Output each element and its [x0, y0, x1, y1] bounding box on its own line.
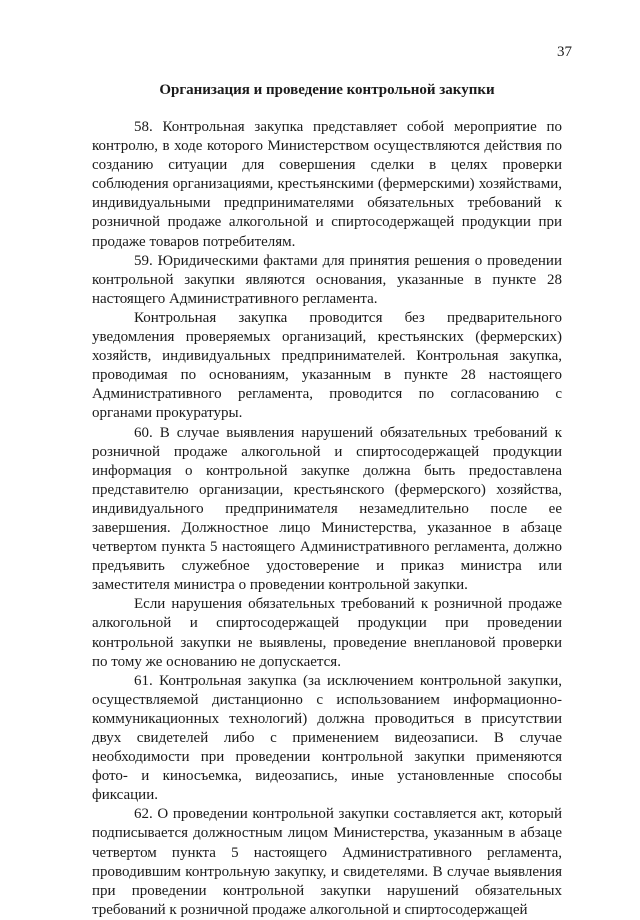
paragraph-59-continuation: Контрольная закупка проводится без предварительного уведомления проверяемых организаций, крестьянских (фермерских) хозяйств, индивидуальных предпринимателей. Контрольная закупка, проводимая по основаниям, указанным в пункте 28 настоящего Административного регламента, проводится по согласованию с органами прокуратуры. [92, 309, 562, 422]
paragraph-60: 60. В случае выявления нарушений обязательных требований к розничной продаже алкогольной и спиртосодержащей продукции информация о контрольной закупке должна быть предоставлена представителю организации, крестьянского (фермерского) хозяйства, индивидуального предпринимателя незамедлительно после ее завершения. Должностное лицо Министерства, указанное в абзаце четвертом пункта 5 настоящего Административного регламента, должно предъявить служебное удостоверение и приказ министра или заместителя министра о проведении контрольной закупки. [92, 424, 562, 594]
section-title: Организация и проведение контрольной закупки [159, 82, 495, 98]
paragraph-61: 61. Контрольная закупка (за исключением контрольной закупки, осуществляемой дистанционно с использованием информационно-коммуникационных технологий) должна проводиться в присутствии двух свидетелей либо с применением видеозаписи. В случае необходимости при проведении контрольной закупки применяются фото- и киносъемка, видеозапись, иные установленные способы фиксации. [92, 672, 562, 804]
paragraph-60-continuation: Если нарушения обязательных требований к розничной продаже алкогольной и спиртосодержащей продукции при проведении контрольной закупки не выявлены, проведение внеплановой проверки по тому же основанию не допускается. [92, 596, 562, 670]
paragraph-58: 58. Контрольная закупка представляет собой мероприятие по контролю, в ходе которого Министерством осуществляются действия по созданию ситуации для совершения сделки в целях проверки соблюдения организациями, крестьянскими (фермерскими) хозяйствами, индивидуальными предпринимателями обязательных требований к розничной продаже алкогольной и спиртосодержащей продукции при продаже товаров потребителям. [92, 119, 562, 250]
paragraph-62: 62. О проведении контрольной закупки составляется акт, который подписывается должностным лицом Министерства, указанным в абзаце четвертом пункта 5 настоящего Административного регламента, проводившим контрольную закупку, и свидетелями. В случае выявления при проведении контрольной закупки нарушений обязательных требований к розничной продаже алкогольной и спиртосодержащей [92, 806, 562, 918]
document-body [92, 118, 562, 920]
paragraph-59: 59. Юридическими фактами для принятия решения о проведении контрольной закупки являются основания, указанные в пункте 28 настоящего Административного регламента. [92, 252, 562, 307]
page-number: 37 [557, 44, 572, 60]
